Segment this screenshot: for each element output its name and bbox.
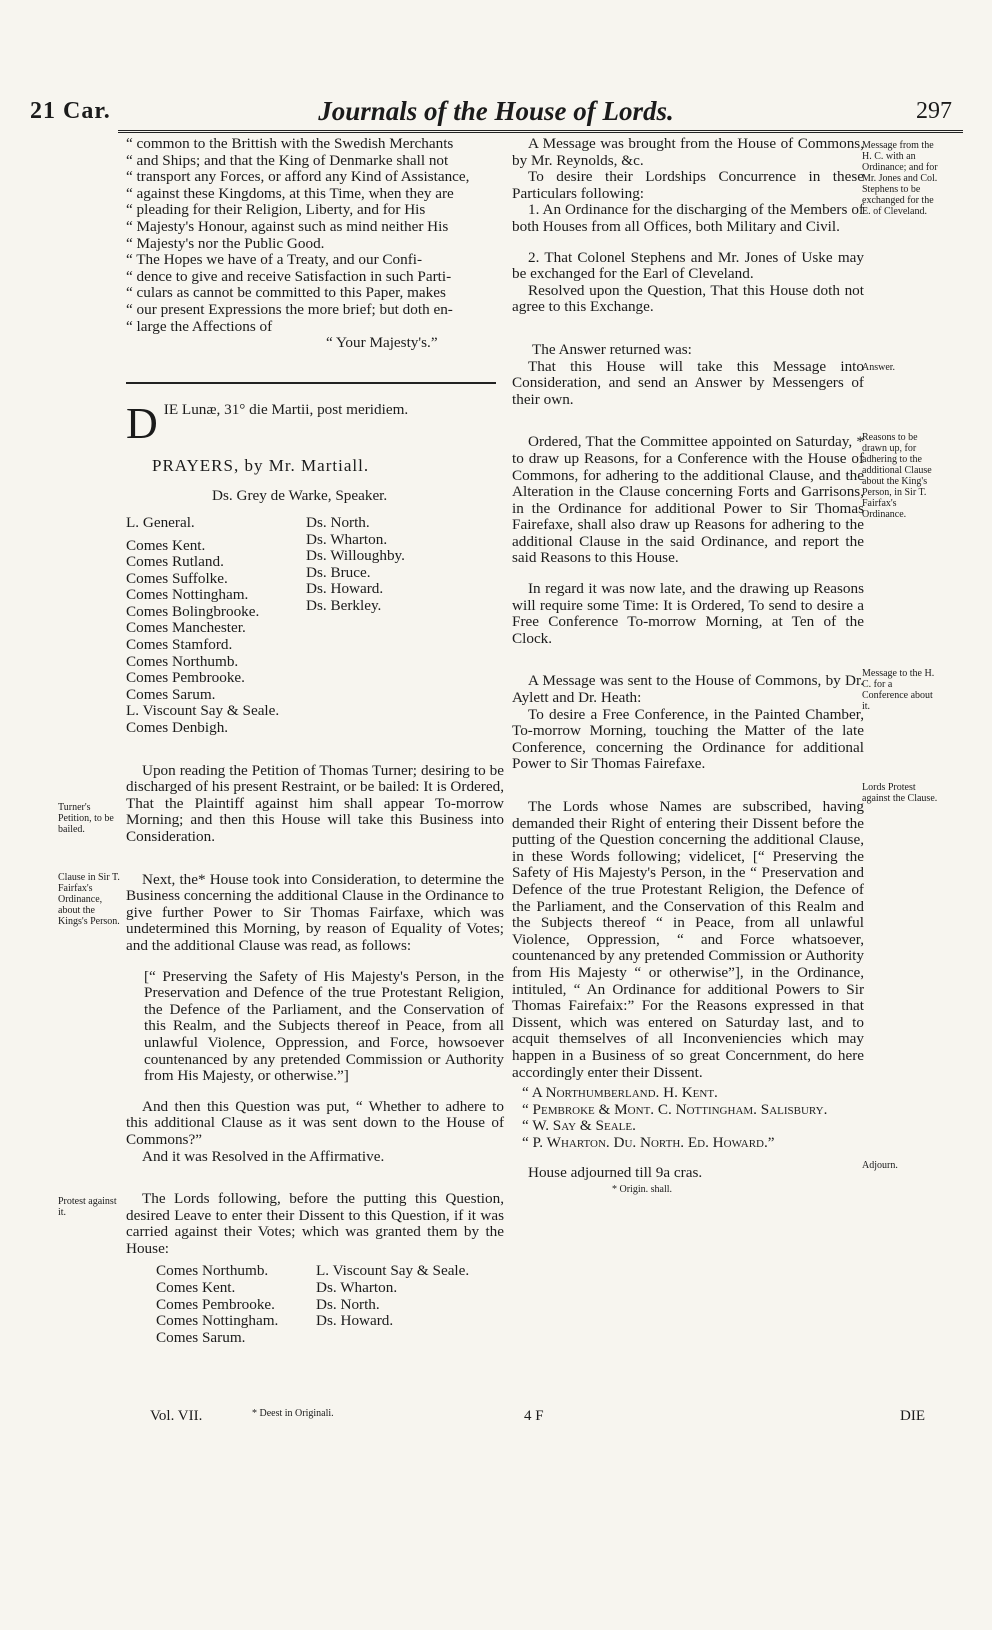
lord-name: Ds. Wharton.	[306, 530, 388, 548]
lord-name: Ds. Willoughby.	[306, 547, 405, 565]
signatures	[522, 1085, 864, 1151]
letter-line: “ large the Affections of	[126, 317, 273, 335]
lord-name: Comes Kent.	[156, 1279, 236, 1297]
left-column	[126, 136, 504, 1346]
date-line: IE Lunæ, 31° die Martii, post meridiem.	[163, 401, 409, 418]
lord-name: Comes Sarum.	[126, 685, 216, 703]
lord-name: Ds. Howard.	[306, 580, 384, 598]
die-heading	[126, 402, 504, 444]
resolved-exchange: Resolved upon the Question, That this House doth not agree to this Exchange.	[512, 281, 864, 316]
lord-name: Comes Pembrooke.	[126, 669, 245, 687]
prayers-line: PRAYERS, by Mr. Martiall.	[152, 455, 370, 475]
next-paragraph: Next, the* House took into Consideration, to determine the Business concerning the additional Clause in the Ordinance to give further Power to Sir Thomas Fairfaxe, which was undetermined this Morning, by reason of Equality of Votes; and the additional Clause was read, as follows:	[126, 870, 504, 954]
question-paragraph: And then this Question was put, “ Whether to adhere to this additional Clause as it was sent down to the House of Commons?”	[126, 1097, 504, 1148]
letter-closing: “ Your Majesty's.”	[326, 334, 438, 352]
margin-note-adjourn: Adjourn.	[862, 1160, 898, 1171]
signature-line: “ P. Wharton. Du. North. Ed. Howard.”	[522, 1133, 775, 1151]
lord-name: Ds. Howard.	[316, 1312, 394, 1330]
margin-note-message: Message from the H. C. with an Ordinance; and for Mr. Jones and Col. Stephens to be exchanged for the E. of Cleveland.	[862, 140, 938, 217]
protest-paragraph: The Lords following, before the putting this Question, desired Leave to enter their Dissent to this Question, if it was carried against their Votes; which was granted them by the House:	[126, 1190, 504, 1257]
margin-note-lords-protest: Lords Protest against the Clause.	[862, 782, 938, 804]
lord-name: Comes Sarum.	[156, 1328, 246, 1346]
drop-cap: D	[126, 401, 158, 444]
letter-line: “ dence to give and receive Satisfaction in such Parti-	[126, 267, 452, 285]
message-paragraph: A Message was brought from the House of Commons, by Mr. Reynolds, &c.	[512, 135, 864, 169]
lord-name: Comes Manchester.	[126, 619, 246, 637]
lord-name: Comes Stamford.	[126, 636, 233, 654]
catchword: DIE	[900, 1408, 925, 1424]
lord-name: Comes Denbigh.	[126, 719, 229, 737]
lord-name: Ds. Berkley.	[306, 596, 382, 614]
protest-lords	[126, 1263, 504, 1346]
letter-line: “ transport any Forces, or afford any Kind of Assistance,	[126, 168, 470, 186]
answer-text: That this House will take this Message into Consideration, and send an Answer by Messengers of their own.	[512, 357, 864, 408]
desire-paragraph: To desire their Lordships Concurrence in these Particulars following:	[512, 168, 864, 202]
lords-dissent: The Lords whose Names are subscribed, having demanded their Right of entering their Dissent before the putting of the Question concerning the additional Clause, in these Words following; videlicet, [“ Preserving the Safety of His Majesty's Person, in the “ Preservation and Defence of the true Protestant Religion, the Defence of the Parliament, and the Conservation of this Realm and the Subjects thereof “ in Peace, from all unlawful Violence, Oppression, “ and Force whatsoever, countenanced by any pretended Commission or Authority from His Majesty “ or otherwise”], in the Ordinance, intituled, “ An Ordinance for additional Powers to Sir Thomas Fairefaix:” For the Reasons expressed in that Dissent, which was entered on Saturday last, and to acquit themselves of all Inconveniencies which may happen in a Business of so great Concernment, do here accordingly enter their Dissent.	[512, 798, 864, 1081]
turner-paragraph: Upon reading the Petition of Thomas Turner; desiring to be discharged of his present Restraint, or be bailed: It is Ordered, That the Plaintiff against him shall appear To-morrow Morning; and then this House will take this Business into Consideration.	[126, 761, 504, 845]
lord-name: Comes Rutland.	[126, 553, 224, 571]
header-rule	[118, 130, 963, 133]
answer-heading: The Answer returned was:	[532, 340, 692, 358]
header-left: 21 Car.	[30, 98, 111, 124]
letter-line: “ and Ships; and that the King of Denmarke shall not	[126, 151, 449, 169]
lord-name: L. General.	[126, 513, 195, 531]
lords-present	[126, 515, 504, 737]
lord-name: Comes Bolingbrooke.	[126, 602, 260, 620]
regard-late: In regard it was now late, and the drawing up Reasons will require some Time: It is Ordered, To send to desire a Free Conference To-morrow Morning, at Ten of the Clock.	[512, 580, 864, 647]
footnote-origin: * Origin. shall.	[612, 1184, 672, 1196]
clause-quote: [“ Preserving the Safety of His Majesty's Person, in the Preservation and Defence of the true Protestant Religion, the Defence of the Parliament, and the Conservation of this Realm, and the Subjects thereof in Peace, from all unlawful Violence, Oppression, and Force, howsoever countenanced by any pretended Commission or Authority from His Majesty, or otherwise.”]	[144, 967, 504, 1085]
item-two: 2. That Colonel Stephens and Mr. Jones of Uske may be exchanged for the Earl of Cleveland.	[512, 248, 864, 283]
lord-name: Comes Pembrooke.	[156, 1295, 275, 1313]
lord-name: Comes Nottingham.	[126, 586, 249, 604]
section-divider	[126, 382, 496, 384]
lord-name: Comes Nottingham.	[156, 1312, 279, 1330]
letter-line: “ The Hopes we have of a Treaty, and our Confi-	[126, 251, 423, 269]
ordered-committee: Ordered, That the Committee appointed on Saturday, * to draw up Reasons, for a Conference with the House of Commons, for adhering to the additional Clause, and the Alteration in the Clause concerning Forts and Garrisons, in the Ordinance for additional Power to Sir Thomas Fairefaxe, shall also draw up Reasons for adhering to the additional Clause in the said Ordinance, and report the said Reasons to this House.	[512, 433, 864, 567]
signature-line: “ A Northumberland. H. Kent.	[522, 1084, 718, 1102]
lord-name: Comes Suffolke.	[126, 569, 228, 587]
letter-line: “ common to the Brittish with the Swedish Merchants	[126, 135, 454, 152]
page-title: Journals of the House of Lords.	[318, 96, 674, 126]
signature-line: “ W. Say & Seale.	[522, 1117, 636, 1135]
letter-line: “ Majesty's nor the Public Good.	[126, 234, 325, 252]
lord-name: Comes Northumb.	[156, 1262, 269, 1280]
letter-line: “ Majesty's Honour, against such as mind neither His	[126, 217, 449, 235]
speaker-line: Ds. Grey de Warke, Speaker.	[212, 487, 388, 505]
letter-line: “ pleading for their Religion, Liberty, and for His	[126, 201, 426, 219]
lord-name: Comes Northumb.	[126, 652, 239, 670]
volume-label: Vol. VII.	[150, 1408, 203, 1424]
lord-name: L. Viscount Say & Seale.	[126, 702, 280, 720]
resolved-line: And it was Resolved in the Affirmative.	[142, 1147, 385, 1165]
margin-note-conference: Message to the H. C. for a Conference about it.	[862, 668, 935, 712]
page-number: 297	[916, 98, 952, 124]
margin-note-clause: Clause in Sir T. Fairfax's Ordinance, about the Kings's Person.	[58, 872, 120, 927]
right-column	[512, 136, 864, 1199]
lord-name: Ds. North.	[316, 1295, 380, 1313]
item-one: 1. An Ordinance for the discharging of the Members of both Houses from all Offices, both Military and Civil.	[512, 201, 864, 235]
letter-line: “ our present Expressions the more brief; but doth en-	[126, 300, 453, 318]
footnote-deest: * Deest in Originali.	[252, 1408, 334, 1419]
letter-line: “ culars as cannot be committed to this Paper, makes	[126, 284, 446, 302]
margin-note-answer: Answer.	[862, 362, 896, 373]
margin-note-reasons: Reasons to be drawn up, for adhering to the additional Clause about the King's Person, in Sir T. Fairfax's Ordinance.	[862, 432, 932, 520]
lord-name: Comes Kent.	[126, 536, 206, 554]
lord-name: Ds. Wharton.	[316, 1279, 398, 1297]
lord-name: L. Viscount Say & Seale.	[316, 1262, 470, 1280]
lord-name: Ds. North.	[306, 513, 370, 531]
signature-mark: 4 F	[524, 1408, 544, 1424]
adjourned-line: House adjourned till 9a cras.	[528, 1164, 703, 1182]
desire-free-conference: To desire a Free Conference, in the Painted Chamber, To-morrow Morning, touching the Matter of the late Conference, concerning the Ordinance for additional Power to Sir Thomas Fairefaxe.	[512, 705, 864, 773]
letter-line: “ against these Kingdoms, at this Time, when they are	[126, 184, 454, 202]
margin-note-protest: Protest against it.	[58, 1196, 117, 1218]
margin-note-turner: Turner's Petition, to be bailed.	[58, 802, 114, 835]
signature-line: “ Pembroke & Mont. C. Nottingham. Salisbury.	[522, 1100, 828, 1118]
message-sent: A Message was sent to the House of Commons, by Dr. Aylett and Dr. Heath:	[512, 672, 864, 707]
lord-name: Ds. Bruce.	[306, 563, 371, 581]
